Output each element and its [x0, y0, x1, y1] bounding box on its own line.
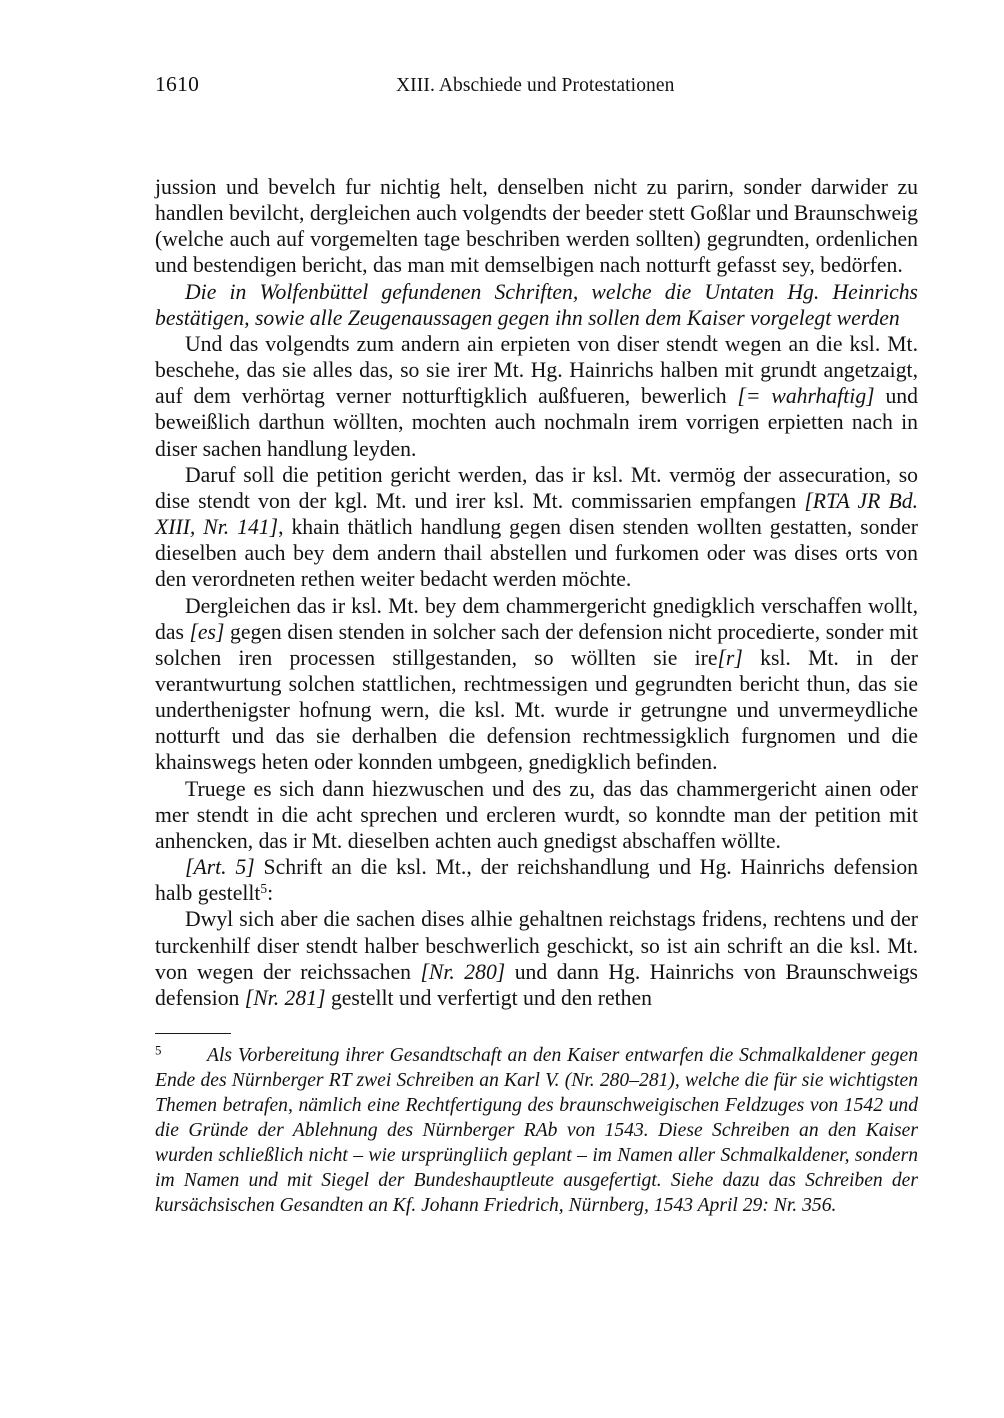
segment-roman-3: ksl. Mt. in der verantwurtung solchen stattlichen, rechtmessigen und gegrundten bericht thun, das sie underthenigster hofnung wern, die ksl. Mt. wurde ir getrungne und unvermeydliche notturft und das sie derhalben die defension rechtmessigklich furgnomen und die khainswegs heten oder konnden umbgeen, gnedigklich befinden. [155, 645, 918, 775]
footnote-separator-rule [155, 1033, 231, 1034]
regest-line-2: bestätigen, sowie alle Zeugenaussagen gegen ihn sollen dem Kaiser vorgelegt werden [155, 305, 900, 330]
footnote-number-glyph: 5 [155, 1042, 162, 1058]
segment-roman-1: Dwyl sich aber die sachen dises alhie gehaltnen reichstags fridens, rechtens und der turckenhilf diser stendt halber beschwerlich geschickt, so ist ain schrift an die ksl. Mt. von wegen der reichssachen [155, 907, 918, 984]
segment-italic-art-5: [Art. 5] [185, 855, 255, 880]
segment-roman-2: und beweißlich darthun wöllten, mochten auch nochmaln irem vorrigen erpietten nach in diser sachen handlung leyden. [155, 384, 918, 461]
paragraph-dwyl [155, 906, 918, 1011]
segment-roman-1: Und das volgendts zum andern ain erpieten von diser stendt wegen an die ksl. Mt. beschehe, das sie alles das, so sie irer Mt. Hg. Hainrichs halben mit grundt angetzaigt, auf dem verhörtag verner notturftigklich außfueren, bewerlich [155, 331, 918, 409]
segment-italic-nr-280: [Nr. 280] [420, 959, 506, 984]
body-text [155, 174, 918, 1011]
segment-roman-1: Daruf soll die petition gericht werden, das ir ksl. Mt. vermög der assecuration, so dise stendt von der kgl. Mt. und irer ksl. Mt. commissarien empfangen [155, 462, 918, 513]
regest-line-1: Die in Wolfenbüttel gefundenen Schriften, welche die Untaten Hg. Heinrichs [185, 279, 918, 304]
paragraph-art5 [155, 854, 918, 906]
page-content [155, 0, 918, 1218]
segment-italic-rta-reference: [RTA JR Bd. XIII, Nr. 141] [155, 488, 918, 540]
page-number: 1610 [155, 72, 200, 96]
paragraph-regest [155, 279, 918, 331]
running-head [155, 0, 918, 134]
segment-roman-1: Dergleichen das ir ksl. Mt. bey dem chammergericht gnedigklich verschaffen wollt, das [155, 593, 918, 644]
running-title: XIII. Abschiede und Protestationen [396, 75, 675, 96]
segment-roman-1: Truege es sich dann hiezwuschen und des zu, das das chammergericht ainen oder mer stendt in die acht sprechen und ercleren wurdt, so konndte man der petition mit anhencken, das ir Mt. dieselben achten auch gnedigst abschaffen wöllte. [155, 776, 918, 853]
paragraph-und-das [155, 331, 918, 462]
paragraph-jussion [155, 174, 918, 279]
paragraph-text: jussion und bevelch fur nichtig helt, denselben nicht zu parirn, sonder darwider zu handlen bevilcht, dergleichen auch volgendts der beeder stett Goßlar und Braunschweig (welche auch auf vorgemelten tage beschriben werden sollten) gegrundten, ordenlichen und bestendigen bericht, das man mit demselbigen nach notturft gefasst sey, bedörfen. [155, 175, 918, 278]
segment-italic-es: [es] [189, 619, 225, 644]
segment-roman-3: gestellt und verfertigt und den rethen [325, 985, 652, 1010]
footnote-number [155, 1043, 207, 1068]
segment-italic-wahrhaftig: [= wahrhaftig] [737, 384, 875, 409]
segment-roman-2: : [267, 881, 274, 906]
footnote-area [155, 1033, 918, 1218]
segment-roman-2: gegen disen stenden in solcher sach der defension nicht procedierte, sonder mit solchen iren processen stillgestanden, so wöllten sie ire [155, 619, 918, 670]
segment-italic-nr-281: [Nr. 281] [244, 985, 326, 1010]
footnote-5 [155, 1043, 918, 1218]
paragraph-dergleichen [155, 593, 918, 776]
segment-roman-2: , khain thätlich handlung gegen disen stenden wollten gestatten, sonder dieselben auch bey dem andern thail abstellen und furkomen oder was dises orts von den verordneten rethen weiter bedacht werden möchte. [155, 515, 918, 592]
paragraph-daruf [155, 462, 918, 593]
footnote-reference-5[interactable]: 5 [260, 881, 268, 897]
segment-roman-1: Schrift an die ksl. Mt., der reichshandlung und Hg. Hainrichs defension halb gestellt [155, 855, 919, 906]
segment-italic-r: [r] [717, 645, 743, 670]
footnote-text: Als Vorbereitung ihrer Gesandtschaft an den Kaiser entwarfen die Schmalkaldener gegen Ende des Nürnberger RT zwei Schreiben an Karl V. (Nr. 280–281), welche die für sie wichtigsten Themen betrafen, nämlich eine Rechtfertigung des braunschweigischen Feldzuges von 1542 und die Gründe der Ablehnung des Nürnberger RAb von 1543. Diese Schreiben an den Kaiser wurden schließlich nicht – wie ursprüngliich geplant – im Namen aller Schmalkaldener, sondern im Namen und mit Siegel der Bundeshauptleute ausgefertigt. Siehe dazu das Schreiben der kursächsischen Gesandten an Kf. Johann Friedrich, Nürnberg, 1543 April 29: Nr. 356. [155, 1045, 918, 1216]
paragraph-truege [155, 776, 918, 854]
segment-roman-2: und dann Hg. Hainrichs von Braunschweigs defension [155, 959, 918, 1010]
